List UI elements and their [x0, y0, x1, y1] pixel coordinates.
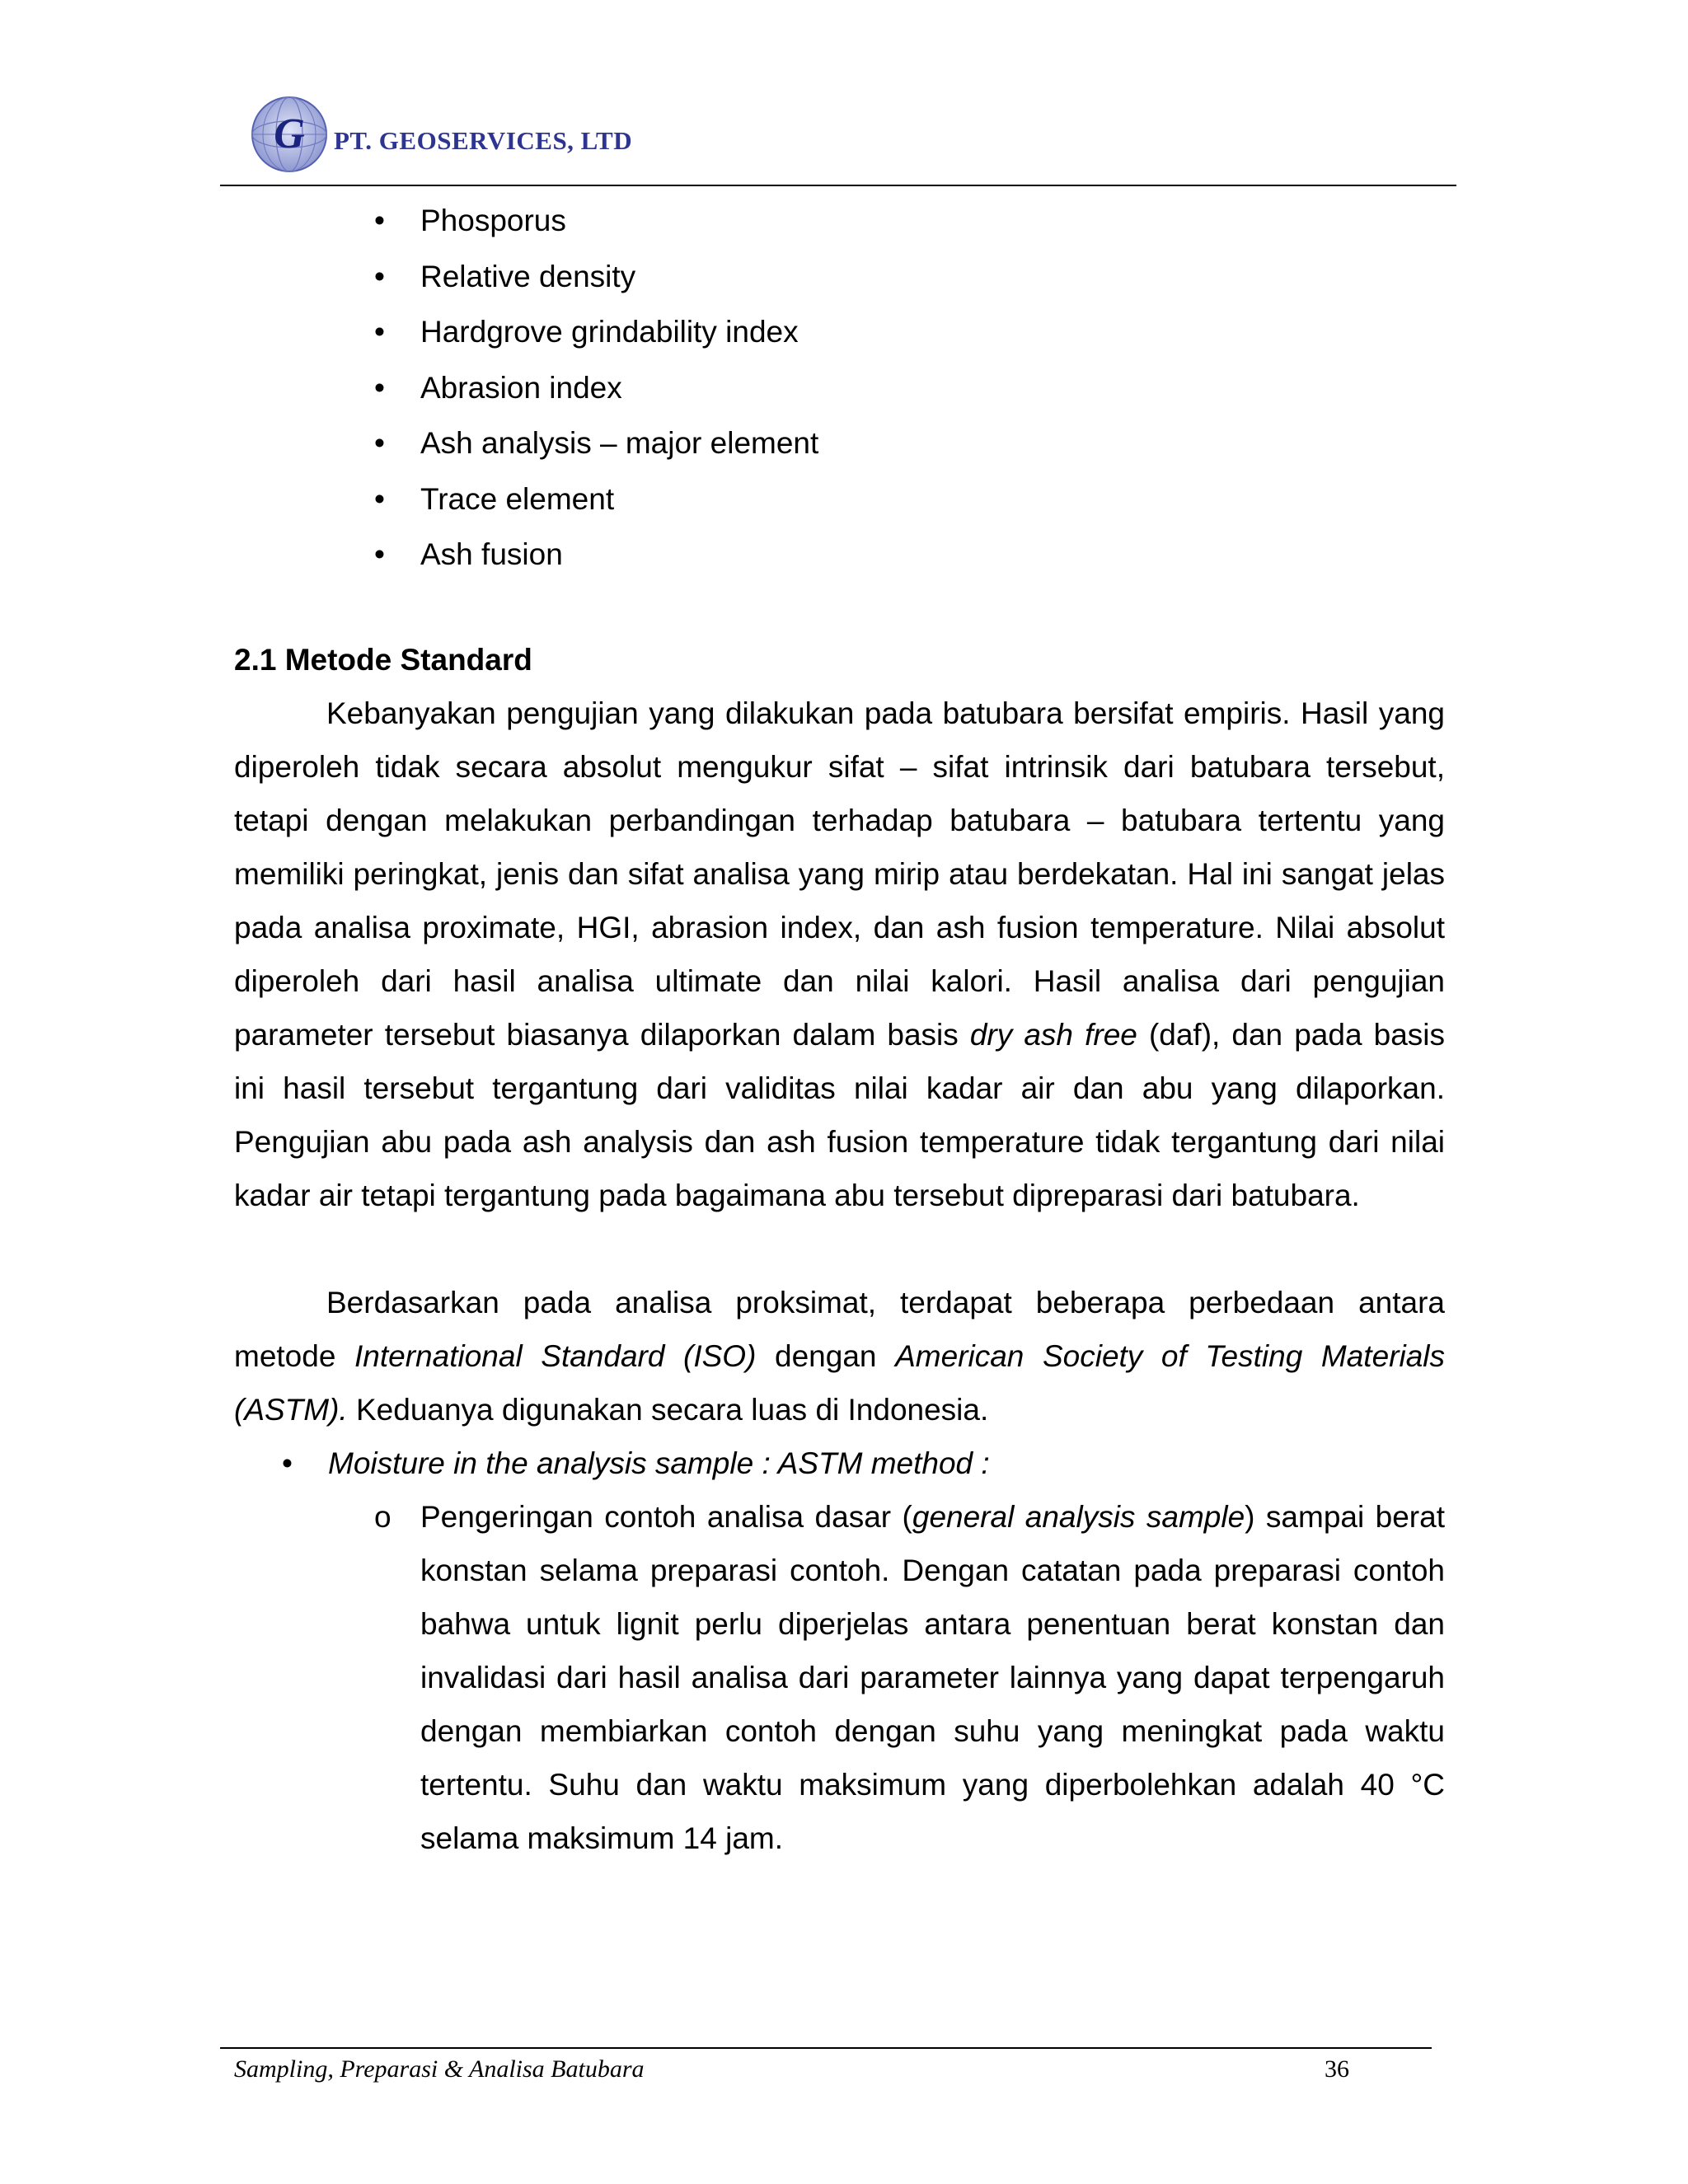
list-item	[0, 304, 818, 360]
paragraph-2-text-a: Berdasarkan pada analisa proksimat, terdapat beberapa perbedaan antara metode	[234, 1286, 1445, 1373]
list-item	[0, 471, 818, 527]
list-item-label: Relative density	[420, 259, 636, 293]
list-item-label: Abrasion index	[420, 370, 622, 405]
paragraph-2-text-c: Keduanya digunakan secara luas di Indonesia.	[347, 1393, 989, 1427]
list-item	[0, 249, 818, 305]
header-divider	[220, 185, 1456, 186]
bullet-icon: •	[374, 426, 385, 460]
bullet-icon: •	[374, 537, 385, 571]
bullet-icon: •	[374, 259, 385, 293]
circle-bullet-icon: o	[374, 1500, 392, 1534]
list-item-label: Hardgrove grindability index	[420, 315, 799, 349]
bullet-icon: •	[374, 315, 385, 349]
list-item-label: Phosporus	[420, 204, 566, 237]
list-item	[0, 527, 818, 583]
bullet-icon: •	[374, 370, 385, 405]
paragraph-2	[234, 1276, 1445, 1436]
company-name: PT. GEOSERVICES, LTD	[334, 126, 633, 155]
list-item-label: Ash analysis – major element	[420, 426, 819, 460]
list-item	[0, 415, 818, 471]
page-number: 36	[1325, 2055, 1349, 2083]
sub-bullet-emphasis: general analysis sample	[912, 1500, 1245, 1534]
paragraph-1-text-b: (daf), dan pada basis ini hasil tersebut tergantung dari validitas nilai kadar air dan abu yang dilaporkan. Pengujian abu pada ash analysis dan ash fusion temperature tidak tergantung dari nilai kadar air tetapi tergantung pada bagaimana abu tersebut dipreparasi dari batubara.	[234, 1018, 1445, 1212]
bullet-icon: •	[374, 204, 385, 237]
bullet-icon: •	[374, 481, 385, 516]
sub-bullet-text-a: Pengeringan contoh analisa dasar (	[420, 1500, 912, 1534]
method-bullet	[282, 1436, 990, 1490]
list-item	[0, 360, 818, 416]
logo-letter: G	[274, 110, 305, 157]
list-item	[0, 193, 818, 249]
paragraph-2-text-b: dengan	[756, 1339, 896, 1373]
bullet-icon: •	[282, 1446, 293, 1480]
paragraph-2-emphasis-iso: International Standard (ISO)	[354, 1339, 757, 1373]
paragraph-1	[234, 687, 1445, 1222]
paragraph-1-emphasis: dry ash free	[969, 1018, 1137, 1052]
paragraph-2-emphasis-astm: American Society of Testing Materials (ASTM).	[234, 1339, 1445, 1427]
list-item-label: Ash fusion	[420, 537, 563, 571]
section-heading: 2.1 Metode Standard	[234, 643, 532, 677]
sub-bullet-text-b: ) sampai berat konstan selama preparasi contoh. Dengan catatan pada preparasi contoh bahwa untuk lignit perlu diperjelas antara penentuan berat konstan dan invalidasi dari hasil analisa dari parameter lainnya yang dapat terpengaruh dengan membiarkan contoh dengan suhu yang meningkat pada waktu tertentu. Suhu dan waktu maksimum yang diperbolehkan adalah 40 °C selama maksimum 14 jam.	[420, 1500, 1445, 1855]
paragraph-1-text-a: Kebanyakan pengujian yang dilakukan pada batubara bersifat empiris. Hasil yang diperoleh tidak secara absolut mengukur sifat – sifat intrinsik dari batubara tersebut, tetapi dengan melakukan perbandingan terhadap batubara – batubara tertentu yang memiliki peringkat, jenis dan sifat analisa yang mirip atau berdekatan. Hal ini sangat jelas pada analisa proximate, HGI, abrasion index, dan ash fusion temperature. Nilai absolut diperoleh dari hasil analisa ultimate dan nilai kalori. Hasil analisa dari pengujian parameter tersebut biasanya dilaporkan dalam basis	[234, 696, 1445, 1052]
parameter-list	[0, 193, 818, 583]
footer-title: Sampling, Preparasi & Analisa Batubara	[234, 2055, 645, 2083]
company-logo	[250, 95, 329, 174]
list-item-label: Trace element	[420, 481, 615, 516]
footer-divider	[220, 2047, 1432, 2049]
sub-bullet-text	[420, 1490, 1445, 1865]
method-bullet-label: Moisture in the analysis sample : ASTM method :	[328, 1446, 990, 1480]
